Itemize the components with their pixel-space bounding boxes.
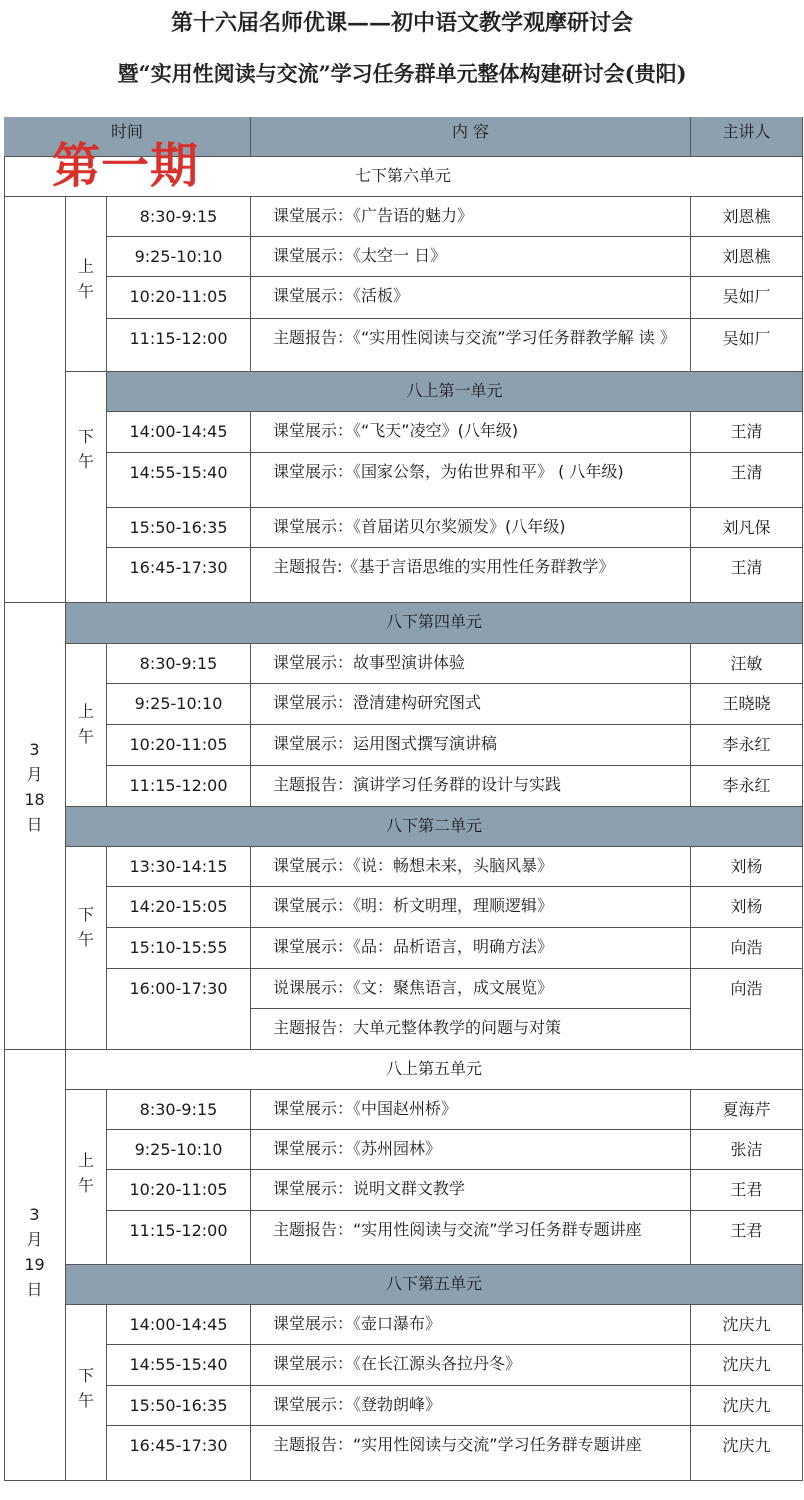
- speaker-cell: 汪敏: [691, 644, 803, 684]
- time-cell: 11:15-12:00: [107, 319, 251, 372]
- speaker-cell: 刘凡保: [691, 508, 803, 548]
- content-cell: 课堂展示：《苏州园林》: [251, 1130, 691, 1170]
- time-cell: 16:45-17:30: [107, 548, 251, 603]
- date-part: 3: [29, 740, 40, 759]
- content-cell: 课堂展示：《“飞天”凌空》(八年级): [251, 412, 691, 453]
- date-part: 18: [24, 790, 45, 809]
- date-cell-0318: [4, 603, 66, 1050]
- date-part: 月: [26, 765, 43, 784]
- time-cell: 14:55-15:40: [107, 453, 251, 508]
- content-cell: 主题报告:《基于言语思维的实用性任务群教学》: [251, 548, 691, 603]
- content-cell: 主题报告：“实用性阅读与交流”学习任务群专题讲座: [251, 1211, 691, 1265]
- period-char: 下: [77, 905, 94, 924]
- speaker-cell: 王晓晓: [691, 684, 803, 725]
- speaker-cell: 张洁: [691, 1130, 803, 1170]
- time-cell: 14:55-15:40: [107, 1345, 251, 1386]
- header-speaker: 主讲人: [691, 117, 803, 157]
- header-time: 时间: [4, 117, 251, 157]
- time-cell: 8:30-9:15: [107, 644, 251, 684]
- time-cell: 15:10-15:55: [107, 928, 251, 969]
- period-char: 午: [77, 930, 94, 949]
- content-cell: 说课展示：《文：聚焦语言，成文展览》: [251, 969, 691, 1009]
- period-pm: [66, 847, 107, 1050]
- content-cell: 课堂展示：《太空一 日》: [251, 237, 691, 277]
- content-cell: 课堂展示：说明文群文教学: [251, 1170, 691, 1211]
- time-cell: 11:15-12:00: [107, 766, 251, 807]
- content-cell: 课堂展示：《登勃朗峰》: [251, 1386, 691, 1426]
- period-char: 上: [77, 257, 94, 276]
- content-cell: 课堂展示：故事型演讲体验: [251, 644, 691, 684]
- speaker-cell: 刘杨: [691, 847, 803, 887]
- speaker-cell: 王清: [691, 548, 803, 603]
- period-pm: [66, 372, 107, 603]
- time-cell: 8:30-9:15: [107, 1090, 251, 1130]
- content-cell: 课堂展示：《国家公祭，为佑世界和平》 ( 八年级): [251, 453, 691, 508]
- period-pm: [66, 1305, 107, 1481]
- period-char: 下: [77, 427, 94, 446]
- speaker-cell: 王君: [691, 1170, 803, 1211]
- time-cell: 9:25-10:10: [107, 237, 251, 277]
- speaker-cell: 刘恩樵: [691, 237, 803, 277]
- date-part: 日: [26, 815, 43, 834]
- speaker-cell: 向浩: [691, 969, 803, 1050]
- time-cell: 11:15-12:00: [107, 1211, 251, 1265]
- time-cell: 9:25-10:10: [107, 684, 251, 725]
- time-cell: 16:45-17:30: [107, 1426, 251, 1481]
- period-char: 午: [77, 282, 94, 301]
- unit-header: 七下第六单元: [4, 157, 803, 197]
- period-am: [66, 1090, 107, 1265]
- time-cell: 10:20-11:05: [107, 1170, 251, 1211]
- content-cell: 课堂展示：《中国赵州桥》: [251, 1090, 691, 1130]
- content-cell: 课堂展示：《广告语的魅力》: [251, 197, 691, 237]
- speaker-cell: 李永红: [691, 725, 803, 766]
- speaker-cell: 王君: [691, 1211, 803, 1265]
- content-cell: 课堂展示：《首届诺贝尔奖颁发》(八年级): [251, 508, 691, 548]
- speaker-cell: 沈庆九: [691, 1305, 803, 1345]
- speaker-cell: 李永红: [691, 766, 803, 807]
- period-char: 午: [77, 1391, 94, 1410]
- time-cell: 14:00-14:45: [107, 412, 251, 453]
- time-cell: 14:20-15:05: [107, 887, 251, 928]
- period-am: [66, 197, 107, 372]
- speaker-cell: 沈庆九: [691, 1386, 803, 1426]
- issue-stamp: 第一期: [52, 138, 200, 194]
- page-title: 第十六届名师优课——初中语文教学观摩研讨会: [170, 10, 633, 36]
- page-subtitle: 暨“实用性阅读与交流”学习任务群单元整体构建研讨会(贵阳): [117, 61, 687, 86]
- date-part: 月: [26, 1230, 43, 1249]
- speaker-cell: 刘恩樵: [691, 197, 803, 237]
- time-cell: 8:30-9:15: [107, 197, 251, 237]
- content-cell: 课堂展示：《活板》: [251, 277, 691, 319]
- period-char: 下: [77, 1366, 94, 1385]
- content-cell: 主题报告：《“实用性阅读与交流”学习任务群教学解 读 》: [251, 319, 691, 372]
- time-cell: 15:50-16:35: [107, 508, 251, 548]
- period-char: 上: [77, 1151, 94, 1170]
- unit-header: 八下第四单元: [66, 603, 803, 644]
- speaker-cell: 向浩: [691, 928, 803, 969]
- unit-header: 八下第五单元: [66, 1265, 803, 1305]
- unit-header: 八上第一单元: [107, 372, 803, 412]
- speaker-cell: 刘杨: [691, 887, 803, 928]
- time-cell: 15:50-16:35: [107, 1386, 251, 1426]
- header-content: 内 容: [251, 117, 691, 157]
- time-cell: 16:00-17:30: [107, 969, 251, 1050]
- content-cell: 课堂展示：《说：畅想未来，头脑风暴》: [251, 847, 691, 887]
- content-cell: 课堂展示：《明：析文明理，理顺逻辑》: [251, 887, 691, 928]
- content-cell: 课堂展示：《在长江源头各拉丹冬》: [251, 1345, 691, 1386]
- time-cell: 9:25-10:10: [107, 1130, 251, 1170]
- speaker-cell: 王清: [691, 412, 803, 453]
- speaker-cell: 夏海芹: [691, 1090, 803, 1130]
- period-char: 午: [77, 1176, 94, 1195]
- speaker-cell: 沈庆九: [691, 1345, 803, 1386]
- content-cell: 课堂展示：《品：品析语言，明确方法》: [251, 928, 691, 969]
- period-char: 午: [77, 727, 94, 746]
- unit-header: 八下第二单元: [66, 807, 803, 847]
- period-char: 午: [77, 452, 94, 471]
- time-cell: 13:30-14:15: [107, 847, 251, 887]
- content-cell: 课堂展示：《壶口瀑布》: [251, 1305, 691, 1345]
- period-am: [66, 644, 107, 807]
- date-part: 日: [26, 1280, 43, 1299]
- speaker-cell: 沈庆九: [691, 1426, 803, 1481]
- content-cell: 课堂展示：运用图式撰写演讲稿: [251, 725, 691, 766]
- date-part: 19: [24, 1255, 45, 1274]
- time-cell: 10:20-11:05: [107, 277, 251, 319]
- date-cell: [4, 197, 66, 603]
- content-cell: 主题报告：演讲学习任务群的设计与实践: [251, 766, 691, 807]
- content-cell: 课堂展示：澄清建构研究图式: [251, 684, 691, 725]
- speaker-cell: 吴如厂: [691, 319, 803, 372]
- date-part: 3: [29, 1205, 40, 1224]
- date-cell-0319: [4, 1050, 66, 1481]
- period-char: 上: [77, 702, 94, 721]
- speaker-cell: 王清: [691, 453, 803, 508]
- speaker-cell: 吴如厂: [691, 277, 803, 319]
- content-cell: 主题报告：大单元整体教学的问题与对策: [251, 1009, 691, 1050]
- time-cell: 14:00-14:45: [107, 1305, 251, 1345]
- unit-header: 八上第五单元: [66, 1050, 803, 1090]
- content-cell: 主题报告：“实用性阅读与交流”学习任务群专题讲座: [251, 1426, 691, 1481]
- time-cell: 10:20-11:05: [107, 725, 251, 766]
